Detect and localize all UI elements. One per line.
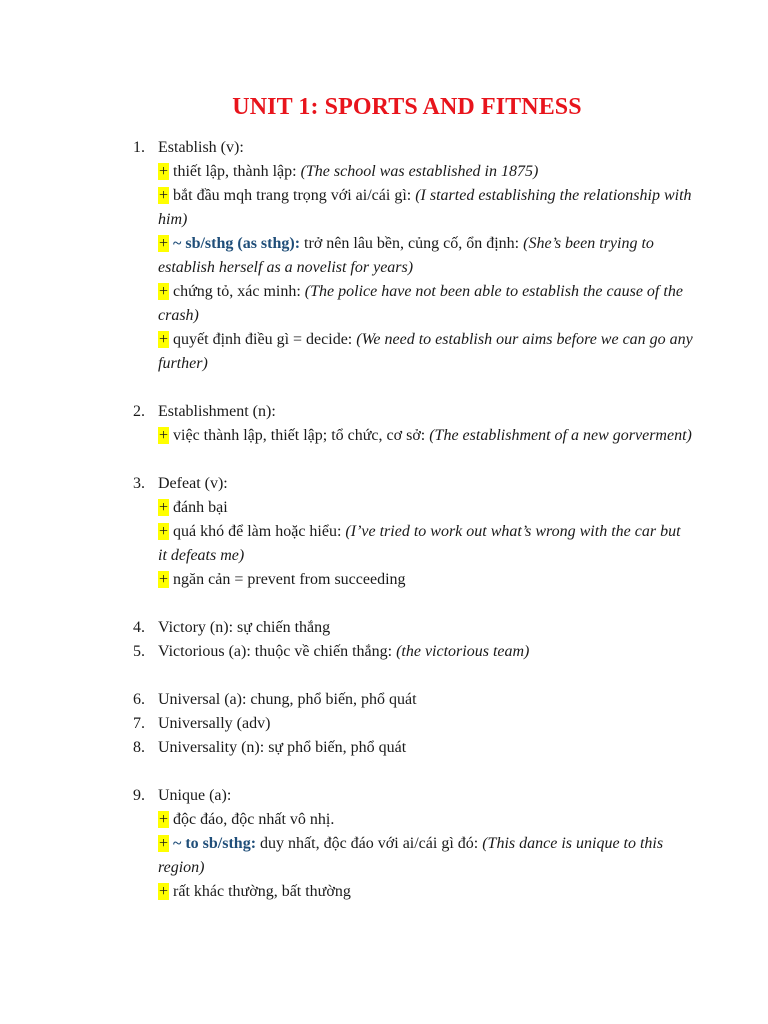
headword: Unique (a):	[158, 787, 232, 804]
sense	[158, 424, 693, 448]
sense-text: thiết lập, thành lập:	[173, 163, 297, 180]
list-item	[133, 784, 693, 904]
sense	[158, 280, 693, 328]
item-number: 1.	[133, 139, 145, 156]
sense	[158, 808, 693, 832]
entry-text: Victory (n): sự chiến thắng	[158, 619, 331, 636]
spacer	[133, 760, 693, 784]
sense-text: ngăn cản = prevent from succeeding	[173, 571, 406, 588]
sense	[158, 568, 693, 592]
item-body	[158, 784, 693, 904]
item-body	[158, 640, 693, 664]
entry-text: Universally (adv)	[158, 715, 271, 732]
example-text: (The school was established in 1875)	[300, 163, 539, 180]
item-number: 9.	[133, 787, 145, 804]
example-text: (We need to establish our aims before we can go any further)	[158, 331, 693, 372]
headword: Establishment (n):	[158, 403, 276, 420]
item-body	[158, 400, 693, 448]
item-number: 8.	[133, 739, 145, 756]
list-item	[133, 640, 693, 664]
sense-text: quyết định điều gì = decide:	[173, 331, 353, 348]
list-item	[133, 136, 693, 376]
item-number: 5.	[133, 643, 145, 660]
item-body	[158, 136, 693, 376]
sense-text: rất khác thường, bất thường	[173, 883, 351, 900]
sense-text: duy nhất, độc đáo với ai/cái gì đó:	[260, 835, 479, 852]
headword: Establish (v):	[158, 139, 244, 156]
entry-text: Victorious (a): thuộc về chiến thắng:	[158, 643, 393, 660]
spacer	[133, 664, 693, 688]
item-number: 7.	[133, 715, 145, 732]
example-text: (This dance is unique to this region)	[158, 835, 664, 876]
plus-marker: +	[159, 283, 169, 300]
sense-text: chứng tỏ, xác minh:	[173, 283, 301, 300]
item-number: 6.	[133, 691, 145, 708]
sense	[158, 880, 693, 904]
collocation: ~ sb/sthg (as sthg):	[173, 235, 301, 252]
vocabulary-list	[133, 136, 693, 904]
plus-marker: +	[159, 523, 169, 540]
sense-text: trở nên lâu bền, củng cố, ổn định:	[304, 235, 520, 252]
sense	[158, 232, 693, 280]
sense	[158, 184, 693, 232]
plus-marker: +	[159, 427, 169, 444]
entry-text: Universality (n): sự phổ biến, phổ quát	[158, 739, 407, 756]
spacer	[133, 376, 693, 400]
entry-text: Universal (a): chung, phổ biến, phổ quát	[158, 691, 417, 708]
sense	[158, 832, 693, 880]
item-number: 4.	[133, 619, 145, 636]
list-item	[133, 400, 693, 448]
plus-marker: +	[159, 331, 169, 348]
plus-marker: +	[159, 187, 169, 204]
plus-marker: +	[159, 235, 169, 252]
example-text: (The police have not been able to establish the cause of the crash)	[158, 283, 683, 324]
list-item	[133, 688, 693, 712]
item-body	[158, 688, 693, 712]
item-body	[158, 736, 693, 760]
list-item	[133, 472, 693, 592]
sense	[158, 520, 693, 568]
item-body	[158, 712, 693, 736]
item-body	[158, 616, 693, 640]
item-number: 2.	[133, 403, 145, 420]
sense-text: quá khó để làm hoặc hiểu:	[173, 523, 342, 540]
collocation: ~ to sb/sthg:	[173, 835, 257, 852]
item-body	[158, 472, 693, 592]
sense-text: bắt đầu mqh trang trọng với ai/cái gì:	[173, 187, 412, 204]
page-title: UNIT 1: SPORTS AND FITNESS	[232, 94, 582, 120]
plus-marker: +	[159, 163, 169, 180]
headword: Defeat (v):	[158, 475, 228, 492]
sense-text: độc đáo, độc nhất vô nhị.	[173, 811, 335, 828]
sense	[158, 160, 693, 184]
sense	[158, 328, 693, 376]
plus-marker: +	[159, 811, 169, 828]
example-text: (She’s been trying to establish herself as a novelist for years)	[158, 235, 654, 276]
list-item	[133, 712, 693, 736]
list-item	[133, 616, 693, 640]
spacer	[133, 448, 693, 472]
spacer	[133, 592, 693, 616]
plus-marker: +	[159, 883, 169, 900]
plus-marker: +	[159, 571, 169, 588]
list-item	[133, 736, 693, 760]
plus-marker: +	[159, 499, 169, 516]
example-text: (the victorious team)	[396, 643, 530, 660]
sense-text: việc thành lập, thiết lập; tổ chức, cơ sở:	[173, 427, 426, 444]
example-text: (The establishment of a new gorverment)	[429, 427, 692, 444]
sense	[158, 496, 693, 520]
example-text: (I’ve tried to work out what’s wrong with the car but it defeats me)	[158, 523, 681, 564]
plus-marker: +	[159, 835, 169, 852]
example-text: (I started establishing the relationship with him)	[158, 187, 692, 228]
sense-text: đánh bại	[173, 499, 228, 516]
item-number: 3.	[133, 475, 145, 492]
